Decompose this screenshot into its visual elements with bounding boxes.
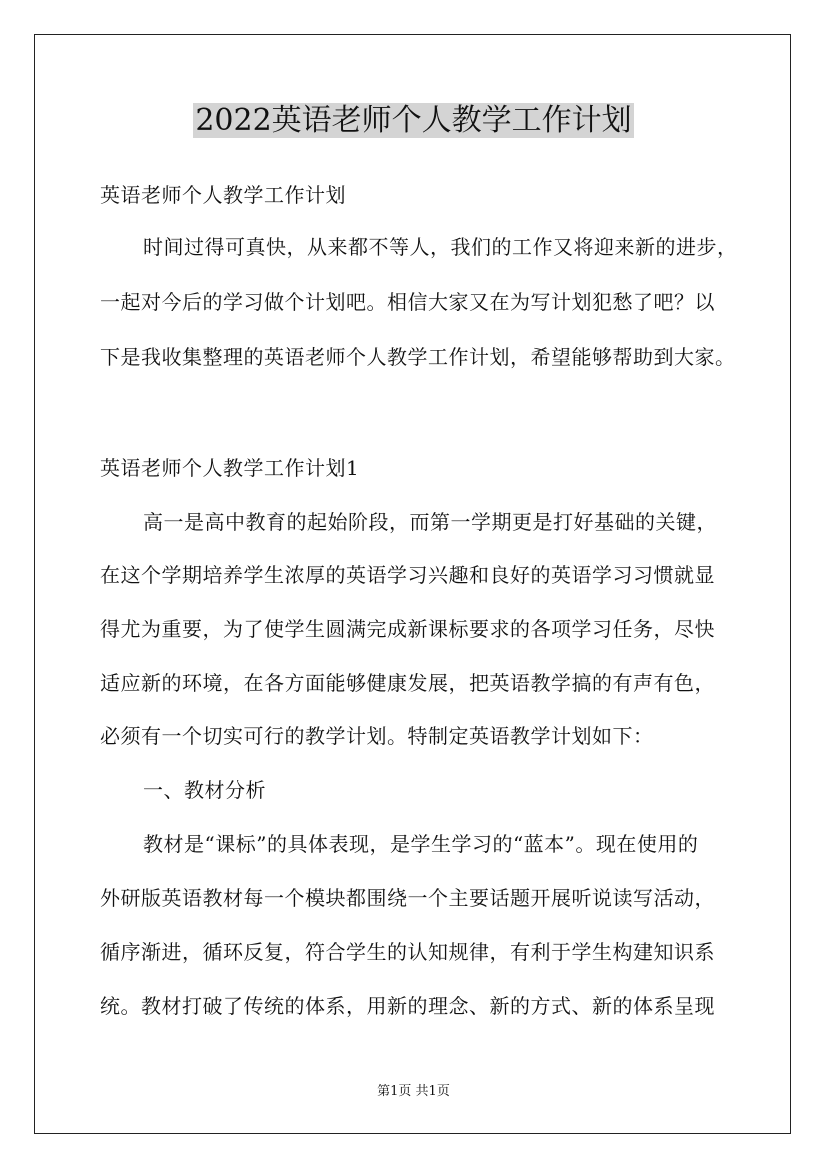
paragraph-line: 教材是“课标”的具体表现，是学生学习的“蓝本”。现在使用的 [143,832,699,856]
paragraph-line: 外研版英语教材每一个模块都围绕一个主要话题开展听说读写活动， [100,886,715,910]
document-title-text: 2022英语老师个人教学工作计划 [195,103,632,138]
intro-line: 一起对今后的学习做个计划吧。相信大家又在为写计划犯愁了吧？以 [100,290,715,314]
paragraph-line: 统。教材打破了传统的体系，用新的理念、新的方式、新的体系呈现 [100,994,715,1018]
paragraph-line: 适应新的环境，在各方面能够健康发展，把英语教学搞的有声有色， [100,671,715,695]
document-subtitle: 英语老师个人教学工作计划 [100,183,346,207]
paragraph-line: 在这个学期培养学生浓厚的英语学习兴趣和良好的英语学习习惯就显 [100,563,715,587]
intro-line: 时间过得可真快，从来都不等人，我们的工作又将迎来新的进步， [143,235,738,259]
section-heading: 英语老师个人教学工作计划1 [100,456,360,480]
page-footer: 第1页 共1页 [377,1084,450,1099]
paragraph-line: 循序渐进，循环反复，符合学生的认知规律，有利于学生构建知识系 [100,940,715,964]
paragraph-line: 高一是高中教育的起始阶段，而第一学期更是打好基础的关键， [143,510,717,534]
paragraph-line: 得尤为重要，为了使学生圆满完成新课标要求的各项学习任务，尽快 [100,617,715,641]
intro-line: 下是我收集整理的英语老师个人教学工作计划，希望能够帮助到大家。 [100,345,736,369]
part-heading: 一、教材分析 [143,778,266,802]
document-title [0,97,827,145]
paragraph-line: 必须有一个切实可行的教学计划。特制定英语教学计划如下： [100,724,654,748]
